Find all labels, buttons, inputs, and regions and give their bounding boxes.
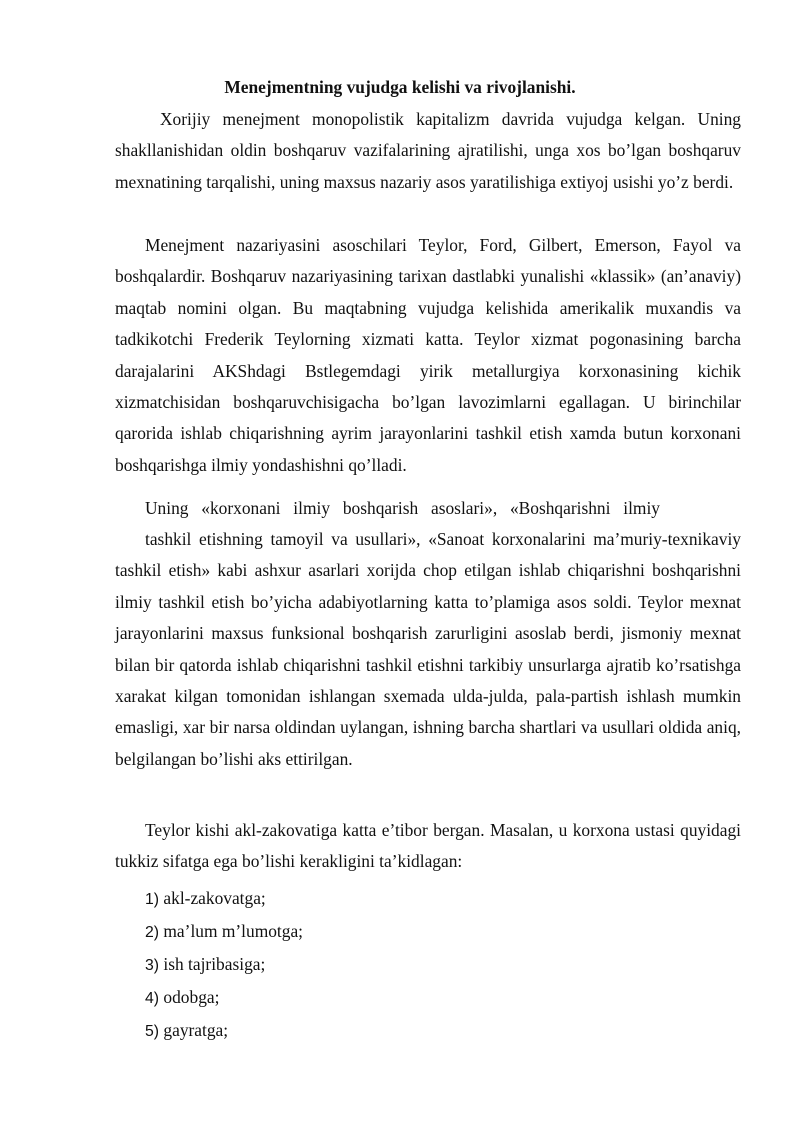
list-item-text: ish tajribasiga; [163, 954, 266, 974]
paragraph-4: tashkil etishning tamoyil va usullari», «Sanoat korxonalarini ma’muriy-texnikaviy tashkil etish» kabi ashxur asarlari xorijda chop etilgan ishlab chiqarishni boshqarishni ilmiy tashkil etish bo’yicha adabiyotlarning katta to’plamiga asos soldi. Teylor mexnat jarayonlarini maxsus funksional boshqarish zarurligini asoslab berdi, jismoniy mexnat bilan bir qatorda ishlab chiqarishni tashkil etishni tarkibiy unsurlarga ajratib ko’rsatishga xarakat kilgan tomonidan ishlangan sxemada ulda-julda, pala-partish ishlash mumkin emasligi, xar bir narsa oldindan uylangan, ishning barcha shartlari va usullari oldida aniq, belgilangan bo’lishi aks ettirilgan. [115, 529, 741, 769]
list-item-number: 5) [145, 1023, 160, 1040]
list-item [145, 918, 303, 946]
list-item-text: odobga; [163, 987, 220, 1007]
list-item [145, 951, 265, 979]
document-title: Menejmentning vujudga kelishi va rivojlanishi. [224, 77, 576, 97]
paragraph-5: Teylor kishi akl-zakovatiga katta e’tibor bergan. Masalan, u korxona ustasi quyidagi tukkiz sifatga ega bo’lishi kerakligini ta’kidlagan: [115, 820, 741, 872]
list-item [145, 885, 266, 913]
list-item-text: akl-zakovatga; [163, 888, 266, 908]
list-item-number: 1) [145, 891, 160, 908]
paragraph-3: Uning «korxonani ilmiy boshqarish asoslari», «Boshqarishni ilmiy [145, 498, 660, 518]
paragraph-2: Menejment nazariyasini asoschilari Teylor, Ford, Gilbert, Emerson, Fayol va boshqalardir. Boshqaruv nazariyasining tarixan dastlabki yunalishi «klassik» (an’anaviy) maqtab nomini olgan. Bu maqtabning vujudga kelishida amerikalik muxandis va tadkikotchi Frederik Teylorning xizmati katta. Teylor xizmat pogonasining barcha darajalarini AKShdagi Bstlegemdagi yirik metallurgiya korxonasining kichik xizmatchisidan boshqaruvchisigacha bo’lgan lavozimlarni egallagan. U birinchilar qarorida ishlab chiqarishning ayrim jarayonlarini tashkil etish xamda butun korxonani boshqarishga ilmiy yondashishni qo’lladi. [115, 235, 741, 475]
paragraph-1: Xorijiy menejment monopolistik kapitalizm davrida vujudga kelgan. Uning shakllanishidan oldin boshqaruv vazifalarining ajratilishi, unga xos bo’lgan boshqaruv mexnatining tarqalishi, uning maxsus nazariy asos yaratilishiga extiyoj usishi yo’z berdi. [115, 109, 741, 192]
list-item [145, 984, 219, 1012]
list-item-number: 4) [145, 990, 160, 1007]
list-item-number: 2) [145, 924, 160, 941]
list-item-text: ma’lum m’lumotga; [163, 921, 303, 941]
list-item-number: 3) [145, 957, 160, 974]
list-item-text: gayratga; [163, 1020, 229, 1040]
list-item [145, 1017, 228, 1045]
